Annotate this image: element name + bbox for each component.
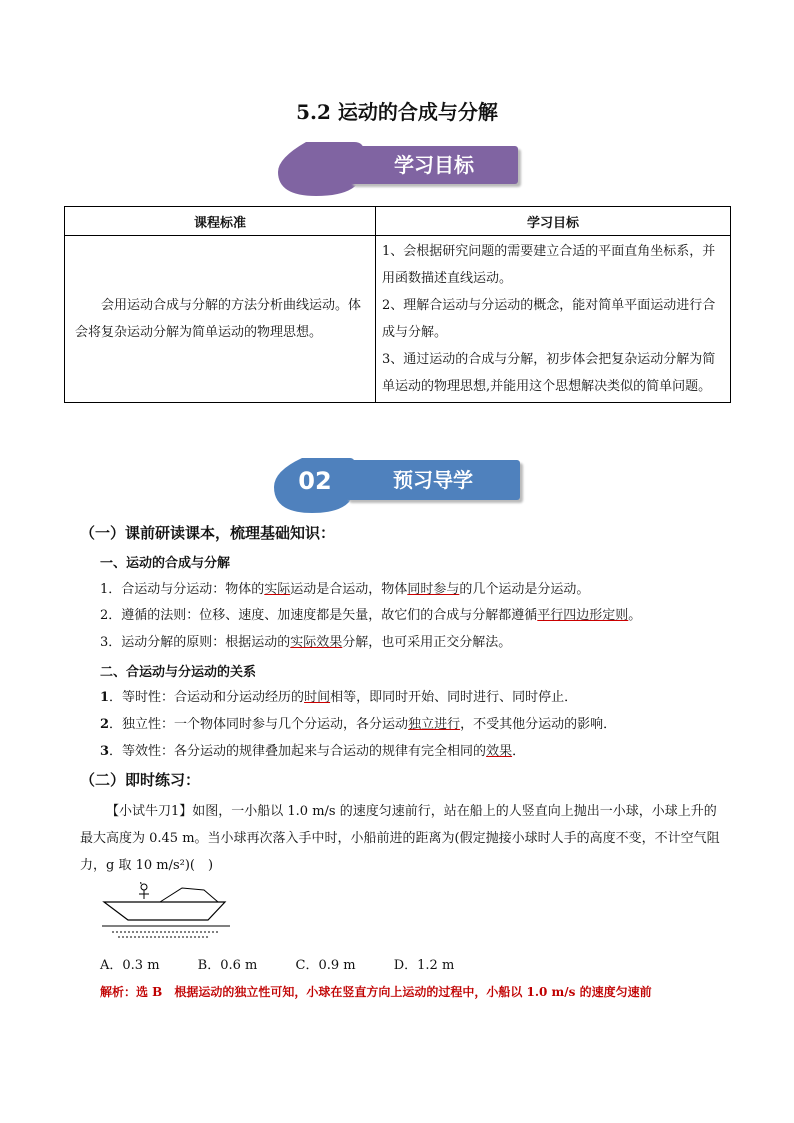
badge-number: 02	[298, 467, 332, 495]
relation-1: 1．等时性：合运动和分运动经历的时间相等，即同时开始、同时进行、同时停止．	[100, 690, 578, 705]
option-a[interactable]: A．0.3 m	[100, 958, 160, 973]
goals-cell	[376, 236, 731, 403]
preview-banner	[272, 455, 524, 517]
preview-label: 预习导学	[346, 460, 520, 500]
page-title: 5.2 运动的合成与分解	[296, 100, 498, 124]
subheading-2: 二、合运动与分运动的关系	[100, 665, 257, 680]
objectives-table	[64, 206, 731, 403]
option-b[interactable]: B．0.6 m	[197, 958, 258, 973]
course-standard-text: 会用运动合成与分解的方法分析曲线运动。体会将复杂运动分解为简单运动的物理思想。	[65, 236, 376, 403]
item-1: 1．合运动与分运动：物体的实际运动是合运动，物体同时参与的几个运动是分运动。	[100, 582, 590, 597]
learning-goals-label: 学习目标	[350, 146, 518, 184]
section-heading-2: （二）即时练习：	[80, 771, 201, 789]
goal-item: 1、会根据研究问题的需要建立合适的平面直角坐标系，并用函数描述直线运动。	[382, 244, 716, 286]
relation-2: 2．独立性：一个物体同时参与几个分运动，各分运动独立进行，不受其他分运动的影响．	[100, 717, 617, 732]
answer-options	[100, 954, 488, 973]
col-header-goals: 学习目标	[376, 207, 731, 236]
relation-3: 3．等效性：各分运动的规律叠加起来与合运动的规律有完全相同的效果．	[100, 744, 526, 759]
boat-figure	[100, 882, 240, 942]
subheading-1: 一、运动的合成与分解	[100, 556, 231, 571]
explanation-text: 解析：选 B 根据运动的独立性可知，小球在竖直方向上运动的过程中，小船以 1.0 m/s 的速度匀速前	[100, 985, 652, 999]
goal-item: 2、理解合运动与分运动的概念，能对简单平面运动进行合成与分解。	[382, 298, 716, 340]
question-text: 【小试牛刀1】如图，一小船以 1.0 m/s 的速度匀速前行，站在船上的人竖直向上抛出一小球，小球上升的最大高度为 0.45 m。当小球再次落入手中时，小船前进的距离为(假定抛接小球时人手的高度不变，不计空气阻力，g 取 10 m/s²)( )	[80, 804, 720, 873]
section-heading-1: （一）课前研读课本，梳理基础知识：	[80, 524, 336, 542]
learning-goals-banner	[276, 136, 526, 200]
option-d[interactable]: D．1.2 m	[393, 958, 455, 973]
item-3: 3．运动分解的原则：根据运动的实际效果分解，也可采用正交分解法。	[100, 635, 512, 650]
option-c[interactable]: C．0.9 m	[295, 958, 356, 973]
item-2: 2．遵循的法则：位移、速度、加速度都是矢量，故它们的合成与分解都遵循平行四边形定则。	[100, 608, 642, 623]
goal-item: 3、通过运动的合成与分解，初步体会把复杂运动分解为简单运动的物理思想,并能用这个思想解决类似的简单问题。	[382, 352, 716, 394]
col-header-standard: 课程标准	[65, 207, 376, 236]
